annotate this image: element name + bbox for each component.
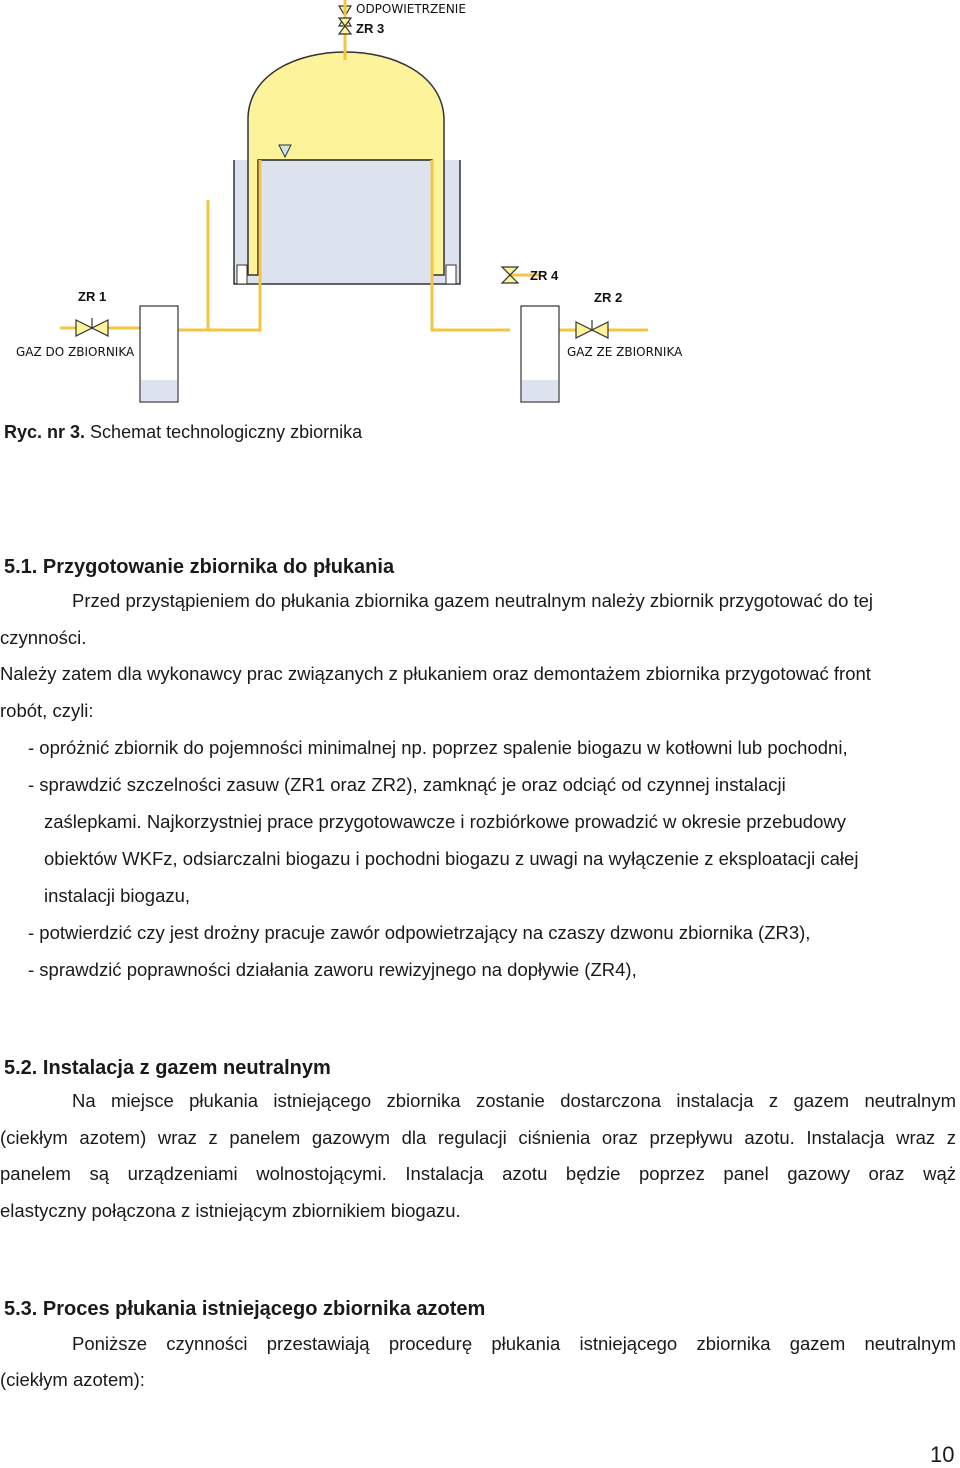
s51-bullet-4: - sprawdzić poprawności działania zaworu rewizyjnego na dopływie (ZR4), — [28, 959, 637, 980]
caption-text: Schemat technologiczny zbiornika — [85, 422, 363, 442]
s51-bullet-2: - sprawdzić szczelności zasuw (ZR1 oraz ZR2), zamknąć je oraz odciąć od czynnej instalacji — [28, 774, 786, 795]
caption-prefix: Ryc. nr 3. — [4, 422, 86, 442]
s51-line-1: Przed przystąpieniem do płukania zbiornika gazem neutralnym należy zbiornik przygotować do tej — [72, 590, 874, 611]
page-number: 10 — [930, 1442, 955, 1467]
zr4-label: ZR 4 — [530, 268, 559, 283]
s51-bullet-2-cont-2: obiektów WKFz, odsiarczalni biogazu i pochodni biogazu z uwagi na wyłączenie z eksploatacji całej — [44, 848, 859, 869]
s52-line-1: Na miejsce płukania istniejącego zbiornika zostanie dostarczona instalacja z gazem neutralnym — [72, 1090, 956, 1111]
vent-label: ODPOWIETRZENIE — [356, 2, 466, 16]
s52-line-4: elastyczny połączona z istniejącym zbiornikiem biogazu. — [0, 1200, 461, 1221]
section-5-3-heading: 5.3. Proces płukania istniejącego zbiornika azotem — [4, 1298, 486, 1320]
valve-zr2-icon — [576, 320, 608, 338]
zr1-label: ZR 1 — [78, 289, 107, 304]
gas-out-label: GAZ ZE ZBIORNIKA — [567, 345, 683, 359]
s53-line-2: (ciekłym azotem): — [0, 1369, 145, 1390]
inlet-seal-water — [141, 380, 177, 401]
s51-bullet-1: - opróżnić zbiornik do pojemności minimalnej np. poprzez spalenie biogazu w kotłowni lub pochodni, — [28, 737, 848, 758]
s53-line-1: Poniższe czynności przestawiają procedurę płukania istniejącego zbiornika gazem neutralnym — [72, 1333, 956, 1354]
s51-line-2: czynności. — [0, 627, 87, 648]
basin-foot-left — [237, 265, 247, 284]
s52-line-3: panelem są urządzeniami wolnostojącymi. Instalacja azotu będzie poprzez panel gazowy oraz wąż — [0, 1163, 956, 1184]
s51-line-3: Należy zatem dla wykonawcy prac związanych z płukaniem oraz demontażem zbiornika przygotować front — [0, 663, 871, 684]
water-basin — [234, 160, 460, 284]
outlet-seal-water — [522, 380, 558, 401]
s51-bullet-2-cont-1: zaślepkami. Najkorzystniej prace przygotowawcze i rozbiórkowe prowadzić w okresie przebudowy — [44, 811, 846, 832]
tank-diagram — [0, 0, 960, 410]
zr2-label: ZR 2 — [594, 290, 623, 305]
s51-bullet-3: - potwierdzić czy jest drożny pracuje zawór odpowietrzający na czaszy dzwonu zbiornika (ZR3), — [28, 922, 811, 943]
zr3-label: ZR 3 — [356, 21, 385, 36]
basin-foot-right — [446, 265, 456, 284]
figure-caption — [4, 422, 362, 443]
valve-zr3-icon — [339, 0, 351, 38]
s51-bullet-2-cont-3: instalacji biogazu, — [44, 885, 191, 906]
s51-line-4: robót, czyli: — [0, 700, 94, 721]
section-5-1-heading: 5.1. Przygotowanie zbiornika do płukania — [4, 556, 395, 578]
section-5-2-heading: 5.2. Instalacja z gazem neutralnym — [4, 1057, 331, 1079]
gas-in-label: GAZ DO ZBIORNIKA — [16, 345, 135, 359]
s52-line-2: (ciekłym azotem) wraz z panelem gazowym dla regulacji ciśnienia oraz przepływu azotu. Instalacja wraz z — [0, 1127, 956, 1148]
valve-zr1-icon — [76, 318, 108, 336]
